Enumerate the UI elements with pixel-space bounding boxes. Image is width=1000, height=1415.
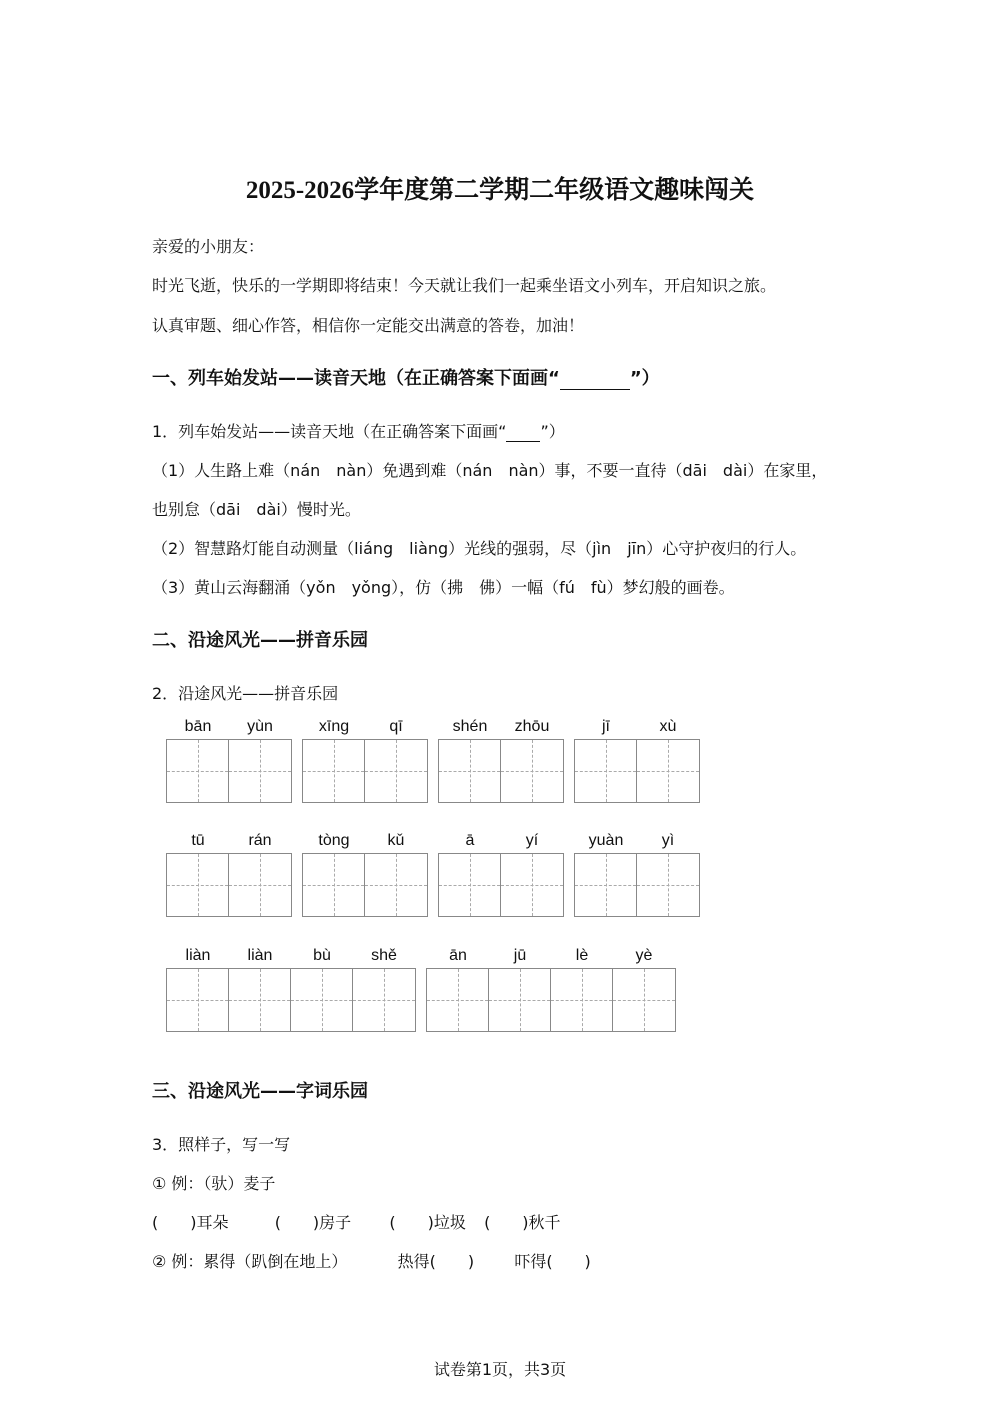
writing-grid[interactable] <box>302 739 428 803</box>
intro-line-2: 认真审题、细心作答，相信你一定能交出满意的答卷，加油！ <box>152 316 585 335</box>
question-1-item-3: （3）黄山云海翻涌（yǒn yǒng），仿（拂 佛）一幅（fú fù）梦幻般的画卷。 <box>152 578 735 597</box>
pinyin-label: bù <box>313 947 331 964</box>
section-1-heading <box>152 364 660 390</box>
pinyin-label: ān <box>449 947 467 964</box>
pinyin-label: liàn <box>247 947 273 964</box>
fill-blank[interactable]: ( )耳朵 <box>152 1213 229 1232</box>
section-1-heading-pre: 一、列车始发站——读音天地（在正确答案下面画“ <box>152 368 560 389</box>
underline-mark <box>560 368 630 390</box>
writing-grid[interactable] <box>166 739 292 803</box>
pinyin-label: yè <box>635 947 653 964</box>
writing-grid[interactable] <box>166 853 292 917</box>
question-1-item-1: （1）人生路上难（nán nàn）免遇到难（nán nàn）事，不要一直待（dāi dài）在家里， <box>152 461 828 480</box>
question-1-post: ”） <box>540 422 565 441</box>
intro-line-1: 时光飞逝，快乐的一学期即将结束！今天就让我们一起乘坐语文小列车，开启知识之旅。 <box>152 276 777 295</box>
pinyin-label: jī <box>602 718 610 735</box>
writing-grid[interactable] <box>426 968 676 1032</box>
blank-row-1 <box>152 1210 561 1233</box>
writing-grid[interactable] <box>574 739 700 803</box>
pinyin-label: yì <box>661 832 675 849</box>
writing-grid[interactable] <box>574 853 700 917</box>
fill-blank[interactable]: ( )房子 <box>274 1213 352 1232</box>
section-3-heading: 三、沿途风光——字词乐园 <box>152 1081 368 1102</box>
fill-blank[interactable]: 热得( ) <box>397 1252 475 1271</box>
page-title: 2025-2026学年度第二学期二年级语文趣味闯关 <box>245 177 755 204</box>
pinyin-label: lè <box>575 947 589 964</box>
pinyin-label: qī <box>389 718 403 735</box>
pinyin-label: bān <box>184 718 212 735</box>
pinyin-label: xīng <box>318 718 350 735</box>
question-2: 2．沿途风光——拼音乐园 <box>152 684 339 703</box>
example-2: ② 例：累得（趴倒在地上） <box>152 1252 348 1271</box>
intro-greeting: 亲爱的小朋友： <box>152 237 265 256</box>
section-2-heading: 二、沿途风光——拼音乐园 <box>152 630 368 651</box>
question-1-pre: 1．列车始发站——读音天地（在正确答案下面画“ <box>152 422 507 441</box>
question-1 <box>152 419 565 442</box>
page-footer: 试卷第1页，共3页 <box>433 1360 567 1379</box>
pinyin-label: shén <box>452 718 488 735</box>
fill-blank[interactable]: ( )秋千 <box>484 1213 561 1232</box>
pinyin-label: ā <box>465 832 475 849</box>
pinyin-label: yuàn <box>588 832 624 849</box>
pinyin-label: yùn <box>247 718 273 735</box>
writing-grid[interactable] <box>438 853 564 917</box>
question-3: 3．照样子，写一写 <box>152 1135 291 1154</box>
writing-grid[interactable] <box>166 968 416 1032</box>
fill-blank[interactable]: ( )垃圾 <box>389 1213 466 1232</box>
pinyin-label: shě <box>371 947 397 964</box>
pinyin-label: yí <box>525 832 539 849</box>
pinyin-label: xù <box>659 718 677 735</box>
fill-blank[interactable]: 吓得( ) <box>514 1252 591 1271</box>
section-1-heading-post: ”） <box>629 368 660 389</box>
pinyin-label: jū <box>513 947 527 964</box>
pinyin-label: tòng <box>318 832 350 849</box>
question-1-item-2: （2）智慧路灯能自动测量（liáng liàng）光线的强弱，尽（jìn jīn）心守护夜归的行人。 <box>152 539 807 558</box>
pinyin-label: tū <box>191 832 205 849</box>
example-2-row <box>152 1249 591 1272</box>
example-1: ① 例：（驮）麦子 <box>152 1174 276 1193</box>
pinyin-label: liàn <box>185 947 211 964</box>
writing-grid[interactable] <box>438 739 564 803</box>
pinyin-label: zhōu <box>514 718 550 735</box>
writing-grid[interactable] <box>302 853 428 917</box>
pinyin-label: kǔ <box>387 832 405 849</box>
pinyin-label: rán <box>248 832 272 849</box>
underline-mark <box>506 422 540 442</box>
question-1-item-1-cont: 也别怠（dāi dài）慢时光。 <box>152 500 361 519</box>
